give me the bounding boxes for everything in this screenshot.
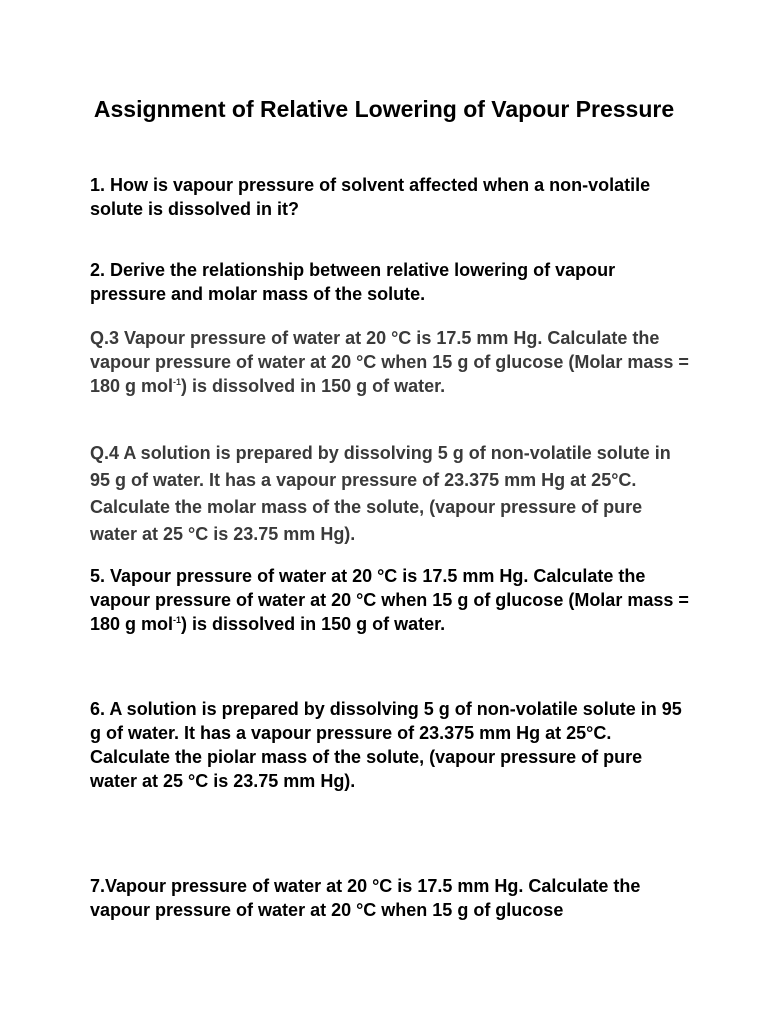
question-3-superscript: -1 [173,377,182,387]
question-3 [90,326,690,398]
question-5-text-after: ) is dissolved in 150 g of water. [181,614,446,634]
document-title: Assignment of Relative Lowering of Vapour Pressure [93,96,675,122]
question-5 [90,564,690,636]
question-5-text-before: 5. Vapour pressure of water at 20 °C is 17.5 mm Hg. Calculate the vapour pressure of water at 20 °C when 15 g of glucose (Molar mass = 180 g mol [90,566,689,634]
question-3-text-after: ) is dissolved in 150 g of water. [181,376,446,396]
question-5-superscript: -1 [173,615,182,625]
question-2: 2. Derive the relationship between relative lowering of vapour pressure and molar mass of the solute. [90,260,616,304]
question-1: 1. How is vapour pressure of solvent affected when a non-volatile solute is dissolved in it? [90,175,651,219]
question-4: Q.4 A solution is prepared by dissolving 5 g of non-volatile solute in 95 g of water. It has a vapour pressure of 23.375 mm Hg at 25°C. Calculate the molar mass of the solute, (vapour pressure of pure water at 25 °C is 23.75 mm Hg). [90,443,671,544]
question-7: 7.Vapour pressure of water at 20 °C is 17.5 mm Hg. Calculate the vapour pressure of water at 20 °C when 15 g of glucose [90,876,641,920]
question-3-text-before: Q.3 Vapour pressure of water at 20 °C is 17.5 mm Hg. Calculate the vapour pressure of water at 20 °C when 15 g of glucose (Molar mass = 180 g mol [90,328,689,396]
question-6: 6. A solution is prepared by dissolving 5 g of non-volatile solute in 95 g of water. It has a vapour pressure of 23.375 mm Hg at 25°C. Calculate the piolar mass of the solute, (vapour pressure of pure water at 25 °C is 23.75 mm Hg). [90,699,682,791]
